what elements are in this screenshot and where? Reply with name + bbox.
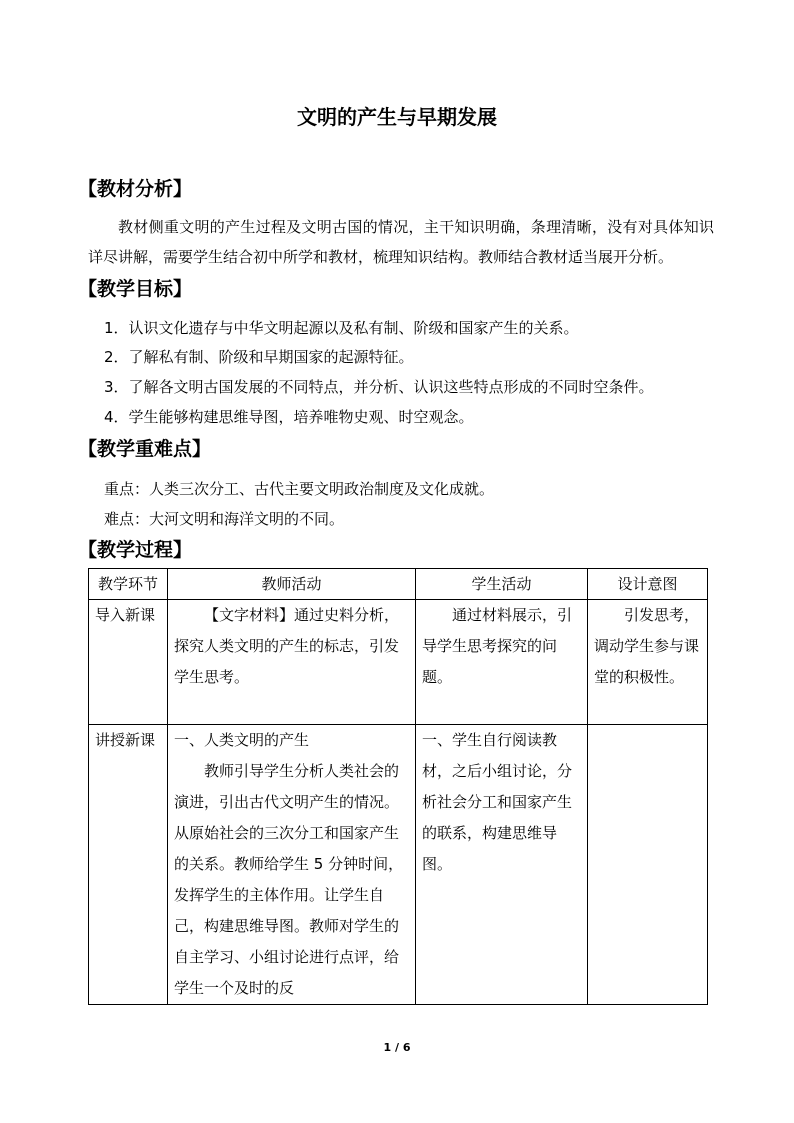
- goal-item-1: 1．认识文化遗存与中华文明起源以及私有制、阶级和国家产生的关系。: [104, 319, 579, 337]
- student-activity-cell: 一、学生自行阅读教材，之后小组讨论，分析社会分工和国家产生的联系，构建思维导图。: [416, 725, 588, 1005]
- design-intent-cell: [588, 725, 708, 1005]
- analysis-paragraph: 教材侧重文明的产生过程及文明古国的情况，主干知识明确，条理清晰，没有对具体知识详尽讲解，需要学生结合初中所学和教材，梳理知识结构。教师结合教材适当展开分析。: [88, 218, 714, 266]
- page-indicator: 1 / 6: [383, 1041, 411, 1054]
- design-intent-cell: 引发思考，调动学生参与课堂的积极性。: [588, 600, 708, 725]
- table-header-row: [89, 569, 708, 600]
- section-heading-goals: 【教学目标】: [78, 278, 193, 300]
- column-header-stage: 教学环节: [89, 569, 168, 600]
- key-point-focus: 重点：人类三次分工、古代主要文明政治制度及文化成就。: [104, 480, 495, 498]
- table-row: [89, 600, 708, 725]
- goal-item-2: 2．了解私有制、阶级和早期国家的起源特征。: [104, 348, 414, 366]
- teacher-activity-heading: 一、人类文明的产生: [174, 731, 310, 749]
- column-header-student: 学生活动: [416, 569, 588, 600]
- teacher-activity-text: 教师引导学生分析人类社会的演进，引出古代文明产生的情况。从原始社会的三次分工和国家产生的关系。教师给学生 5 分钟时间，发挥学生的主体作用。让学生自己，构建思维导图。教师对学生的自主学习、小组讨论进行点评，给学生一个及时的反: [174, 762, 404, 997]
- stage-cell: 讲授新课: [89, 725, 168, 1005]
- teacher-activity-cell: 【文字材料】通过史料分析，探究人类文明的产生的标志，引发学生思考。: [168, 600, 416, 725]
- document-title: 文明的产生与早期发展: [297, 105, 497, 129]
- teaching-process-table: [88, 568, 708, 1005]
- section-heading-process: 【教学过程】: [78, 539, 193, 561]
- goal-item-3: 3．了解各文明古国发展的不同特点，并分析、认识这些特点形成的不同时空条件。: [104, 378, 654, 396]
- student-activity-cell: 通过材料展示，引导学生思考探究的问题。: [416, 600, 588, 725]
- teacher-activity-cell: [168, 725, 416, 1005]
- stage-cell: 导入新课: [89, 600, 168, 725]
- key-point-difficulty: 难点：大河文明和海洋文明的不同。: [104, 510, 345, 528]
- table-row: [89, 725, 708, 1005]
- column-header-intent: 设计意图: [588, 569, 708, 600]
- section-heading-key-points: 【教学重难点】: [78, 438, 212, 460]
- column-header-teacher: 教师活动: [168, 569, 416, 600]
- goal-item-4: 4．学生能够构建思维导图，培养唯物史观、时空观念。: [104, 408, 474, 426]
- section-heading-analysis: 【教材分析】: [78, 178, 193, 200]
